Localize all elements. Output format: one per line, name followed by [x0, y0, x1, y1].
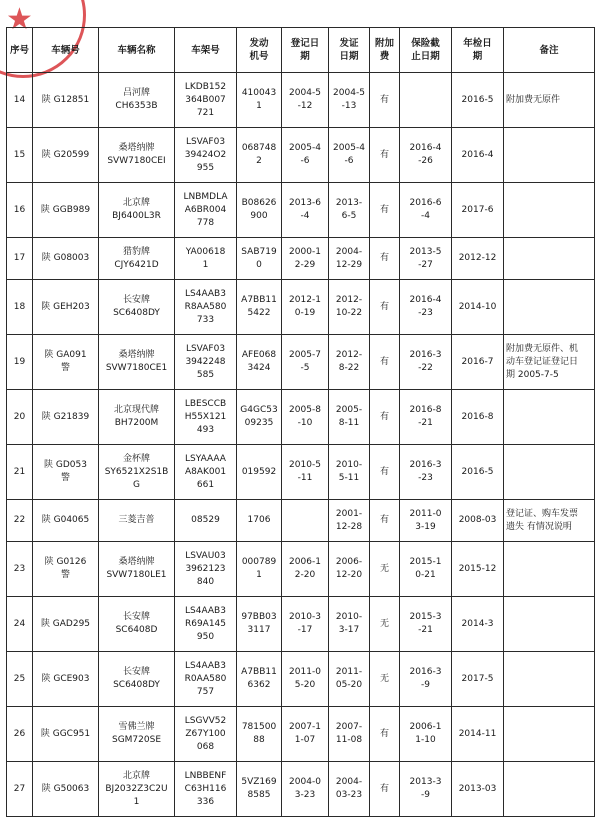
cell-frame-no: LNBBENF C63H116 336	[175, 762, 237, 817]
cell-remarks	[504, 128, 595, 183]
cell-vehicle-name: 长安牌 SC6408DY	[99, 280, 175, 335]
cell-register-date: 2011-0 5-20	[282, 652, 329, 707]
cell-plate: 陕 G20599	[33, 128, 99, 183]
cell-engine-no: 5VZ169 8585	[237, 762, 282, 817]
cell-issue-date: 2012- 10-22	[329, 280, 370, 335]
cell-remarks	[504, 707, 595, 762]
table-row	[7, 597, 595, 652]
cell-register-date: 2000-1 2-29	[282, 238, 329, 280]
cell-engine-no: SAB719 0	[237, 238, 282, 280]
cell-insurance-end: 2016-3 -22	[400, 335, 452, 390]
cell-register-date	[282, 500, 329, 542]
cell-engine-no: A7BB11 5422	[237, 280, 282, 335]
cell-engine-no: 410043 1	[237, 73, 282, 128]
cell-remarks	[504, 597, 595, 652]
cell-frame-no: LSVAF03 39424O2 955	[175, 128, 237, 183]
cell-surcharge: 无	[370, 542, 400, 597]
cell-remarks	[504, 280, 595, 335]
cell-insurance-end: 2016-4 -23	[400, 280, 452, 335]
cell-frame-no: LSVAF03 3942248 585	[175, 335, 237, 390]
cell-inspection-date: 2016-7	[452, 335, 504, 390]
cell-plate: 陕 G08003	[33, 238, 99, 280]
cell-issue-date: 2004- 03-23	[329, 762, 370, 817]
cell-insurance-end: 2011-0 3-19	[400, 500, 452, 542]
table-row	[7, 390, 595, 445]
cell-insurance-end: 2013-5 -27	[400, 238, 452, 280]
cell-issue-date: 2005- 8-11	[329, 390, 370, 445]
cell-insurance-end: 2015-1 0-21	[400, 542, 452, 597]
cell-register-date: 2005-7 -5	[282, 335, 329, 390]
cell-frame-no: LS4AAB3 R8AA580 733	[175, 280, 237, 335]
cell-issue-date: 2006- 12-20	[329, 542, 370, 597]
header-plate: 车辆号	[33, 28, 99, 73]
cell-remarks	[504, 445, 595, 500]
cell-register-date: 2013-6 -4	[282, 183, 329, 238]
cell-engine-no: 068748 2	[237, 128, 282, 183]
cell-seq: 14	[7, 73, 33, 128]
header-engine-no: 发动 机号	[237, 28, 282, 73]
cell-frame-no: LNBMDLA A6BR004 778	[175, 183, 237, 238]
cell-surcharge: 有	[370, 183, 400, 238]
table-row	[7, 445, 595, 500]
cell-register-date: 2005-8 -10	[282, 390, 329, 445]
header-surcharge: 附加 费	[370, 28, 400, 73]
cell-seq: 23	[7, 542, 33, 597]
header-remarks: 备注	[504, 28, 595, 73]
cell-remarks	[504, 542, 595, 597]
cell-issue-date: 2004- 12-29	[329, 238, 370, 280]
cell-plate: 陕 GGB989	[33, 183, 99, 238]
cell-seq: 20	[7, 390, 33, 445]
cell-insurance-end: 2016-3 -9	[400, 652, 452, 707]
cell-frame-no: LSYAAAA A8AK001 661	[175, 445, 237, 500]
cell-inspection-date: 2016-4	[452, 128, 504, 183]
cell-plate: 陕 GEH203	[33, 280, 99, 335]
cell-frame-no: LSGVV52 Z67Y100 068	[175, 707, 237, 762]
header-seq: 序号	[7, 28, 33, 73]
cell-engine-no: B08626 900	[237, 183, 282, 238]
cell-inspection-date: 2017-6	[452, 183, 504, 238]
cell-register-date: 2006-1 2-20	[282, 542, 329, 597]
cell-frame-no: LBESCCB H55X121 493	[175, 390, 237, 445]
cell-register-date: 2010-3 -17	[282, 597, 329, 652]
cell-insurance-end: 2015-3 -21	[400, 597, 452, 652]
cell-surcharge: 有	[370, 445, 400, 500]
cell-insurance-end: 2016-6 -4	[400, 183, 452, 238]
cell-vehicle-name: 北京现代牌 BH7200M	[99, 390, 175, 445]
cell-seq: 16	[7, 183, 33, 238]
cell-inspection-date: 2014-3	[452, 597, 504, 652]
table-row	[7, 183, 595, 238]
table-row	[7, 128, 595, 183]
cell-engine-no: 1706	[237, 500, 282, 542]
cell-remarks	[504, 762, 595, 817]
cell-seq: 25	[7, 652, 33, 707]
cell-inspection-date: 2016-8	[452, 390, 504, 445]
cell-plate: 陕 G0126 警	[33, 542, 99, 597]
cell-engine-no: A7BB11 6362	[237, 652, 282, 707]
cell-seq: 27	[7, 762, 33, 817]
table-row	[7, 500, 595, 542]
cell-seq: 18	[7, 280, 33, 335]
cell-engine-no: AFE068 3424	[237, 335, 282, 390]
header-row	[7, 28, 595, 73]
cell-inspection-date: 2015-12	[452, 542, 504, 597]
cell-vehicle-name: 猎豹牌 CJY6421D	[99, 238, 175, 280]
header-inspection-date: 年检日 期	[452, 28, 504, 73]
cell-engine-no: 781500 88	[237, 707, 282, 762]
cell-register-date: 2004-0 3-23	[282, 762, 329, 817]
cell-plate: 陕 G50063	[33, 762, 99, 817]
cell-plate: 陕 G04065	[33, 500, 99, 542]
cell-surcharge: 有	[370, 707, 400, 762]
cell-insurance-end: 2016-4 -26	[400, 128, 452, 183]
cell-inspection-date: 2016-5	[452, 73, 504, 128]
cell-surcharge: 有	[370, 128, 400, 183]
cell-issue-date: 2011- 05-20	[329, 652, 370, 707]
cell-issue-date: 2012- 8-22	[329, 335, 370, 390]
cell-seq: 26	[7, 707, 33, 762]
cell-plate: 陕 GGC951	[33, 707, 99, 762]
cell-surcharge: 无	[370, 652, 400, 707]
cell-insurance-end: 2016-3 -23	[400, 445, 452, 500]
cell-remarks	[504, 183, 595, 238]
cell-plate: 陕 G12851	[33, 73, 99, 128]
cell-seq: 15	[7, 128, 33, 183]
cell-issue-date: 2004-5 -13	[329, 73, 370, 128]
cell-inspection-date: 2008-03	[452, 500, 504, 542]
cell-frame-no: LKDB152 364B007 721	[175, 73, 237, 128]
cell-inspection-date: 2017-5	[452, 652, 504, 707]
star-icon: ★	[6, 2, 33, 37]
cell-vehicle-name: 桑塔纳牌 SVW7180LE1	[99, 542, 175, 597]
cell-frame-no: 08529	[175, 500, 237, 542]
header-issue-date: 发证 日期	[329, 28, 370, 73]
cell-issue-date: 2007- 11-08	[329, 707, 370, 762]
cell-surcharge: 有	[370, 280, 400, 335]
table-row	[7, 335, 595, 390]
cell-inspection-date: 2014-10	[452, 280, 504, 335]
cell-vehicle-name: 三菱吉普	[99, 500, 175, 542]
cell-issue-date: 2010- 3-17	[329, 597, 370, 652]
cell-register-date: 2004-5 -12	[282, 73, 329, 128]
cell-engine-no: G4GC53 09235	[237, 390, 282, 445]
table-row	[7, 542, 595, 597]
cell-remarks	[504, 238, 595, 280]
cell-insurance-end: 2016-8 -21	[400, 390, 452, 445]
cell-remarks: 登记证、购车发票 遗失 有情况说明	[504, 500, 595, 542]
cell-inspection-date: 2014-11	[452, 707, 504, 762]
cell-surcharge: 有	[370, 238, 400, 280]
cell-seq: 22	[7, 500, 33, 542]
header-insurance-end: 保险截 止日期	[400, 28, 452, 73]
cell-insurance-end	[400, 73, 452, 128]
cell-insurance-end: 2013-3 -9	[400, 762, 452, 817]
cell-issue-date: 2010- 5-11	[329, 445, 370, 500]
cell-register-date: 2012-1 0-19	[282, 280, 329, 335]
cell-remarks	[504, 652, 595, 707]
cell-vehicle-name: 北京牌 BJ2032Z3C2U 1	[99, 762, 175, 817]
table-row	[7, 280, 595, 335]
cell-vehicle-name: 金杯牌 SY6521X2S1B G	[99, 445, 175, 500]
cell-frame-no: LSVAU03 3962123 840	[175, 542, 237, 597]
cell-frame-no: LS4AAB3 R0AA580 757	[175, 652, 237, 707]
cell-remarks: 附加费无原件、机 动车登记证登记日 期 2005-7-5	[504, 335, 595, 390]
table-row	[7, 707, 595, 762]
cell-register-date: 2007-1 1-07	[282, 707, 329, 762]
cell-vehicle-name: 吕河牌 CH6353B	[99, 73, 175, 128]
cell-vehicle-name: 北京牌 BJ6400L3R	[99, 183, 175, 238]
cell-issue-date: 2013- 6-5	[329, 183, 370, 238]
table-row	[7, 73, 595, 128]
cell-inspection-date: 2013-03	[452, 762, 504, 817]
cell-seq: 21	[7, 445, 33, 500]
cell-vehicle-name: 长安牌 SC6408DY	[99, 652, 175, 707]
cell-register-date: 2010-5 -11	[282, 445, 329, 500]
cell-frame-no: YA00618 1	[175, 238, 237, 280]
cell-register-date: 2005-4 -6	[282, 128, 329, 183]
cell-issue-date: 2005-4 -6	[329, 128, 370, 183]
cell-seq: 19	[7, 335, 33, 390]
cell-engine-no: 000789 1	[237, 542, 282, 597]
header-register-date: 登记日 期	[282, 28, 329, 73]
header-vehicle-name: 车辆名称	[99, 28, 175, 73]
cell-engine-no: 97BB03 3117	[237, 597, 282, 652]
cell-vehicle-name: 桑塔纳牌 SVW7180CEI	[99, 128, 175, 183]
cell-plate: 陕 GAD295	[33, 597, 99, 652]
cell-vehicle-name: 长安牌 SC6408D	[99, 597, 175, 652]
header-frame-no: 车架号	[175, 28, 237, 73]
cell-surcharge: 有	[370, 390, 400, 445]
cell-inspection-date: 2016-5	[452, 445, 504, 500]
cell-engine-no: 019592	[237, 445, 282, 500]
cell-issue-date: 2001- 12-28	[329, 500, 370, 542]
cell-surcharge: 有	[370, 762, 400, 817]
table-row	[7, 762, 595, 817]
cell-vehicle-name: 雪佛兰牌 SGM720SE	[99, 707, 175, 762]
cell-surcharge: 有	[370, 500, 400, 542]
cell-inspection-date: 2012-12	[452, 238, 504, 280]
cell-remarks: 附加费无原件	[504, 73, 595, 128]
table-row	[7, 238, 595, 280]
cell-surcharge: 有	[370, 335, 400, 390]
table-row	[7, 652, 595, 707]
cell-frame-no: LS4AAB3 R69A145 950	[175, 597, 237, 652]
cell-plate: 陕 GA091 警	[33, 335, 99, 390]
cell-plate: 陕 GCE903	[33, 652, 99, 707]
cell-surcharge: 有	[370, 73, 400, 128]
cell-vehicle-name: 桑塔纳牌 SVW7180CE1	[99, 335, 175, 390]
cell-insurance-end: 2006-1 1-10	[400, 707, 452, 762]
vehicle-table	[6, 27, 595, 817]
cell-plate: 陕 GD053 警	[33, 445, 99, 500]
cell-remarks	[504, 390, 595, 445]
cell-surcharge: 无	[370, 597, 400, 652]
cell-seq: 24	[7, 597, 33, 652]
cell-plate: 陕 G21839	[33, 390, 99, 445]
cell-seq: 17	[7, 238, 33, 280]
